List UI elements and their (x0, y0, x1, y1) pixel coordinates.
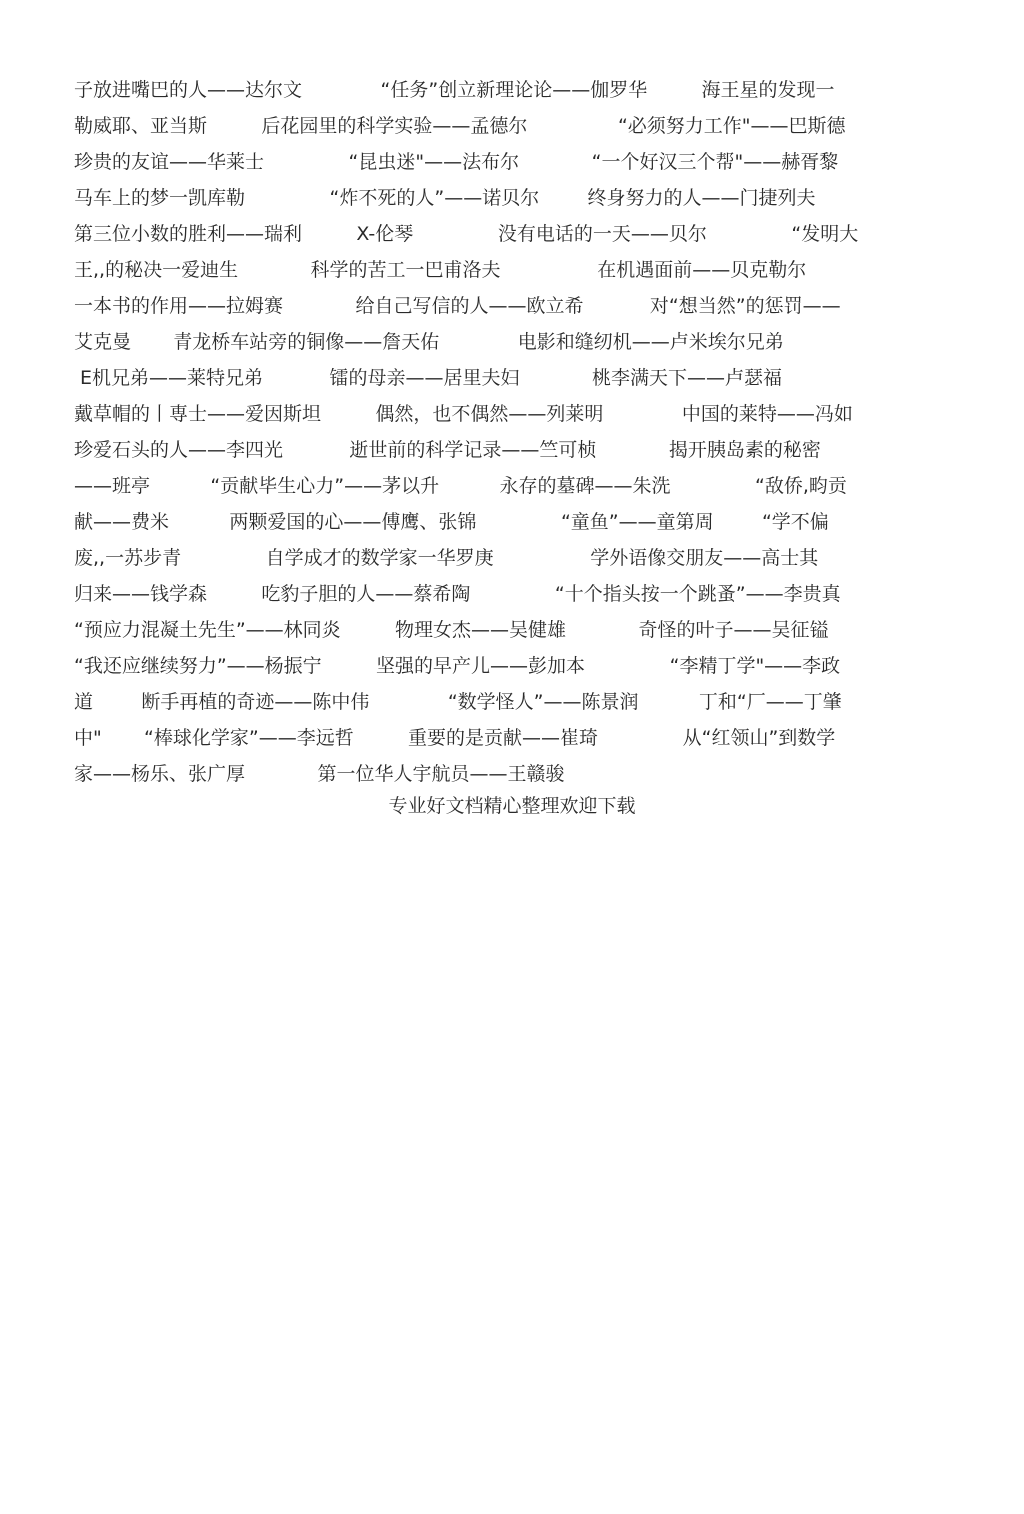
text-line: 道 断手再植的奇迹——陈中伟 “数学怪人”——陈景润 丁和“厂——丁肇 (74, 691, 842, 713)
text-line: 珍贵的友谊——华莱士 “昆虫迷"——法布尔 “一个好汉三个帮"——赫胥黎 (74, 151, 839, 173)
text-line: 第三位小数的胜利——瑞利 X-伦琴 没有电话的一天——贝尔 “发明大 (74, 223, 859, 245)
text-line: 中" “棒球化学家”——李远哲 重要的是贡献——崔琦 从“红领山”到数学 (74, 727, 836, 749)
text-line: 戴草帽的丨専士——爱因斯坦 偶然，也不偶然——列莱明 中国的莱特——冯如 (74, 403, 853, 425)
text-line: 马车上的梦一凯库勒 “炸不死的人”——诺贝尔 终身努力的人——门捷列夫 (74, 187, 816, 209)
text-line: 废,,一苏步青 自学成才的数学家一华罗庚 学外语像交朋友——高士其 (74, 547, 819, 569)
text-line: 子放进嘴巴的人——达尔文 “任务”创立新理论论——伽罗华 海王星的发现一 (74, 79, 835, 101)
text-line: 归来——钱学森 吃豹子胆的人——蔡希陶 “十个指头按一个跳蚤”——李贵真 (74, 583, 841, 605)
text-line: “我还应继续努力”——杨振宁 坚强的早产儿——彭加本 “李精丁学"——李政 (74, 655, 841, 677)
text-line: ——班亭 “贡献毕生心力”——茅以升 永存的墓碑——朱洗 “敌侨,畇贡 (74, 475, 847, 497)
text-line: 艾克曼 青龙桥车站旁的铜像——詹天佑 电影和缝纫机——卢米埃尔兄弟 (74, 331, 784, 353)
text-line: E机兄弟——莱特兄弟 镭的母亲——居里夫妇 桃李满天下——卢瑟福 (74, 367, 782, 389)
footer-note: 专业好文档精心整理欢迎下载 (388, 795, 636, 817)
text-line: “预应力混凝土先生”——林同炎 物理女杰——吴健雄 奇怪的叶子——吴征镒 (74, 619, 829, 641)
text-line: 勒威耶、亚当斯 后花园里的科学实验——孟德尔 “必须努力工作"——巴斯德 (74, 115, 846, 137)
text-line: 献——费米 两颗爱国的心——傅鹰、张锦 “童鱼”——童第周 “学不偏 (74, 511, 829, 533)
text-line: 珍爱石头的人——李四光 逝世前的科学记录——竺可桢 揭开胰岛素的秘密 (74, 439, 821, 461)
body-text (74, 72, 954, 792)
text-line: 家——杨乐、张广厚 第一位华人宇航员——王赣骏 (74, 763, 565, 785)
text-line: 王,,的秘决一爱迪生 科学的苦工一巴甫洛夫 在机遇面前——贝克勒尔 (74, 259, 807, 281)
text-line: 一本书的作用——拉姆赛 给自己写信的人——欧立希 对“想当然”的惩罚—— (74, 295, 841, 317)
